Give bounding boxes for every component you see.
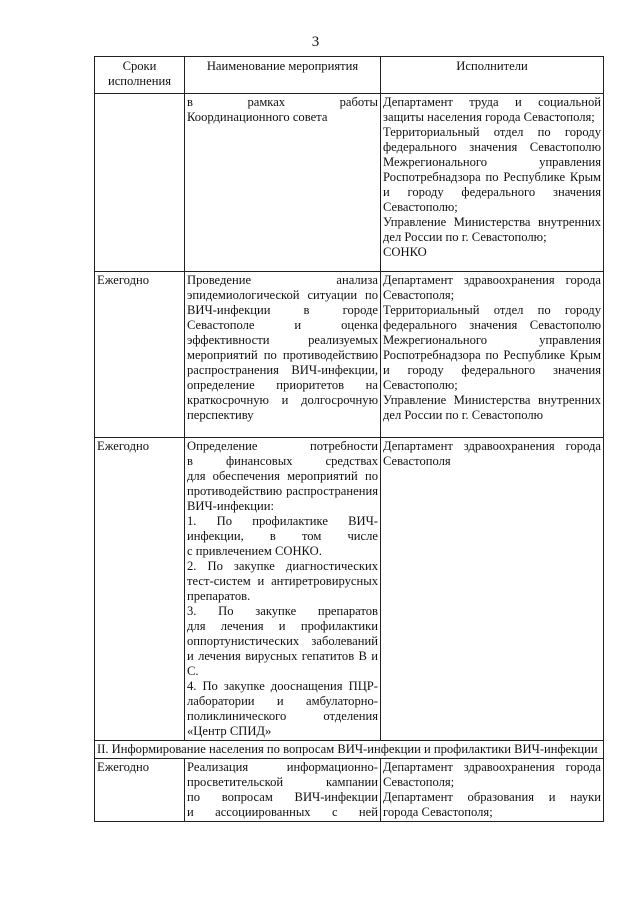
section-heading: II. Информирование населения по вопросам ВИЧ-инфекции и профилактики ВИЧ-инфекции <box>95 741 604 759</box>
event-line: мероприятий по противодействию <box>187 348 378 362</box>
event-line: 3. По закупке препаратов <box>187 604 378 618</box>
event-line: тест-систем и антиретровирусных <box>187 574 378 588</box>
page-number: 3 <box>311 34 320 50</box>
executor-entry: Территориальный отдел по городу федерального значения Севастополю Межрегионального управления Роспотребнадзора по Республике Крым и городу федерального значения Севастополю; <box>383 125 601 214</box>
event-line: ВИЧ-инфекции в городе <box>187 303 378 317</box>
event-line: для лечения и профилактики <box>187 619 378 633</box>
executor-entry: Департамент здравоохранения города Севастополя <box>383 439 601 468</box>
executor-entry: Департамент труда и социальной защиты населения города Севастополя; <box>383 95 601 124</box>
event-line: Проведение анализа <box>187 273 378 287</box>
executor-entry: Департамент здравоохранения города Севастополя; <box>383 760 601 789</box>
event-line: инфекции, в том числе <box>187 529 378 543</box>
header-executors: Исполнители <box>381 57 604 94</box>
executors-cell <box>381 272 604 438</box>
header-terms-line2: исполнения <box>107 74 172 88</box>
event-line: Реализация информационно- <box>187 760 378 774</box>
event-line: противодействию распространения <box>187 484 378 498</box>
event-line: препаратов. <box>187 589 251 603</box>
event-line: эпидемиологической ситуации по <box>187 288 378 302</box>
header-terms-line1: Сроки <box>122 59 157 73</box>
executor-entry: Департамент здравоохранения города Севастополя; <box>383 273 601 302</box>
event-cell <box>185 438 381 741</box>
term-cell <box>95 94 185 272</box>
event-line: Определение потребности <box>187 439 378 453</box>
event-line: и лечения вирусных гепатитов В и <box>187 649 378 663</box>
event-line: по вопросам ВИЧ-инфекции <box>187 790 378 804</box>
event-line: распространения ВИЧ-инфекции, <box>187 363 378 377</box>
executor-entry: Территориальный отдел по городу федерального значения Севастополю Межрегионального управления Роспотребнадзора по Республике Крым и городу федерального значения Севастополю; <box>383 303 601 392</box>
term-cell: Ежегодно <box>95 759 185 822</box>
event-line: в финансовых средствах <box>187 454 378 468</box>
event-line: с привлечением СОНКО. <box>187 544 322 558</box>
event-line: 1. По профилактике ВИЧ- <box>187 514 378 528</box>
table-row <box>95 759 604 822</box>
executor-entry: Департамент образования и науки города Севастополя; <box>383 790 601 819</box>
header-terms <box>95 57 185 94</box>
event-line: эффективности реализуемых <box>187 333 378 347</box>
term-cell: Ежегодно <box>95 438 185 741</box>
event-line: для обеспечения мероприятий по <box>187 469 378 483</box>
event-line: Координационного совета <box>187 110 328 124</box>
event-line: определение приоритетов на <box>187 378 378 392</box>
table-row <box>95 438 604 741</box>
executors-cell <box>381 759 604 822</box>
event-line: С. <box>187 664 199 678</box>
executors-cell <box>381 94 604 272</box>
event-cell <box>185 759 381 822</box>
executor-entry: Управление Министерства внутренних дел России по г. Севастополю; <box>383 215 601 244</box>
executor-entry: СОНКО <box>383 245 427 259</box>
table-row <box>95 272 604 438</box>
events-table <box>94 56 604 822</box>
table-row <box>95 94 604 272</box>
event-cell <box>185 272 381 438</box>
event-line: «Центр СПИД» <box>187 724 272 738</box>
event-line: перспективу <box>187 408 254 422</box>
event-line: 4. По закупке дооснащения ПЦР- <box>187 679 378 693</box>
event-line: и ассоциированных с ней <box>187 805 378 819</box>
executor-entry: Управление Министерства внутренних дел России по г. Севастополю <box>383 393 601 422</box>
executors-cell <box>381 438 604 741</box>
event-line: поликлинического отделения <box>187 709 378 723</box>
section-row <box>95 741 604 759</box>
event-cell <box>185 94 381 272</box>
table-header-row <box>95 57 604 94</box>
event-line: лаборатории и амбулаторно- <box>187 694 378 708</box>
event-line: 2. По закупке диагностических <box>187 559 378 573</box>
event-line: просветительской кампании <box>187 775 378 789</box>
event-line: Севастополе и оценка <box>187 318 378 332</box>
event-line: краткосрочную и долгосрочную <box>187 393 378 407</box>
header-event: Наименование мероприятия <box>185 57 381 94</box>
event-line: оппортунистических заболеваний <box>187 634 378 648</box>
term-cell: Ежегодно <box>95 272 185 438</box>
event-line: ВИЧ-инфекции: <box>187 499 274 513</box>
event-line: в рамках работы <box>187 95 378 109</box>
